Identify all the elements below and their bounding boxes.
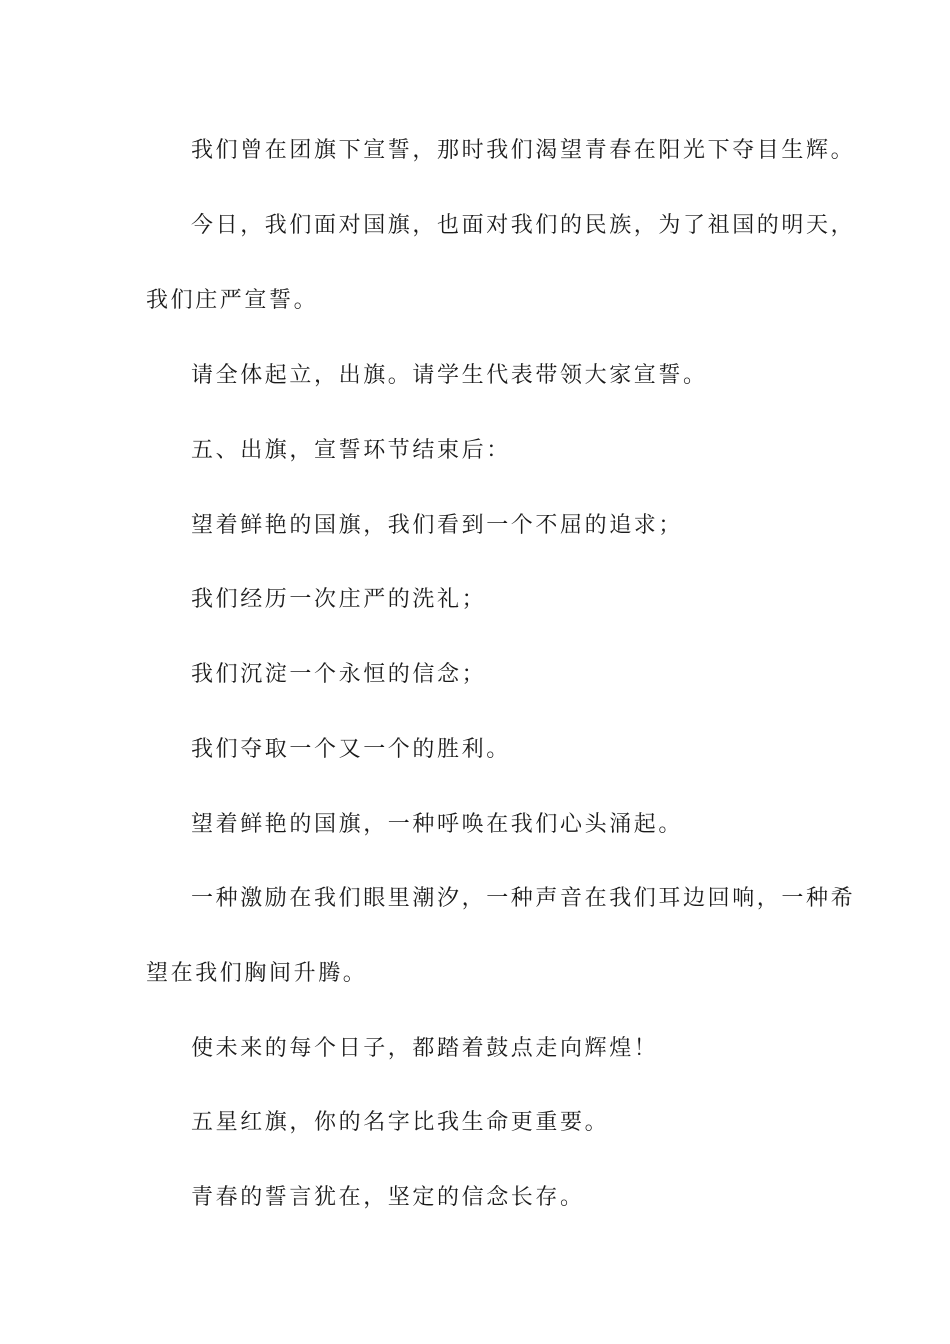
section-heading: 五、出旗，宣誓环节结束后：: [191, 438, 511, 463]
paragraph-line: 我们经历一次庄严的洗礼；: [191, 587, 487, 612]
paragraph-line: 请全体起立，出旗。请学生代表带领大家宣誓。: [191, 363, 708, 388]
paragraph-line: 望着鲜艳的国旗，我们看到一个不屈的追求；: [191, 513, 684, 538]
paragraph-line: 我们曾在团旗下宣誓，那时我们渴望青春在阳光下夺目生辉。: [191, 138, 856, 163]
paragraph-line: 望在我们胸间升腾。: [146, 961, 368, 986]
paragraph-line: 使未来的每个日子，都踏着鼓点走向辉煌！: [191, 1036, 659, 1061]
paragraph-line: 我们庄严宣誓。: [146, 288, 319, 313]
paragraph-line: 我们夺取一个又一个的胜利。: [191, 737, 511, 762]
paragraph-line: 我们沉淀一个永恒的信念；: [191, 662, 487, 687]
paragraph-line: 一种激励在我们眼里潮汐，一种声音在我们耳边回响，一种希: [191, 886, 856, 911]
paragraph-line: 今日，我们面对国旗，也面对我们的民族，为了祖国的明天，: [191, 213, 856, 238]
paragraph-line: 望着鲜艳的国旗，一种呼唤在我们心头涌起。: [191, 812, 684, 837]
paragraph-line: 五星红旗，你的名字比我生命更重要。: [191, 1110, 610, 1135]
paragraph-line: 青春的誓言犹在，坚定的信念长存。: [191, 1185, 585, 1210]
